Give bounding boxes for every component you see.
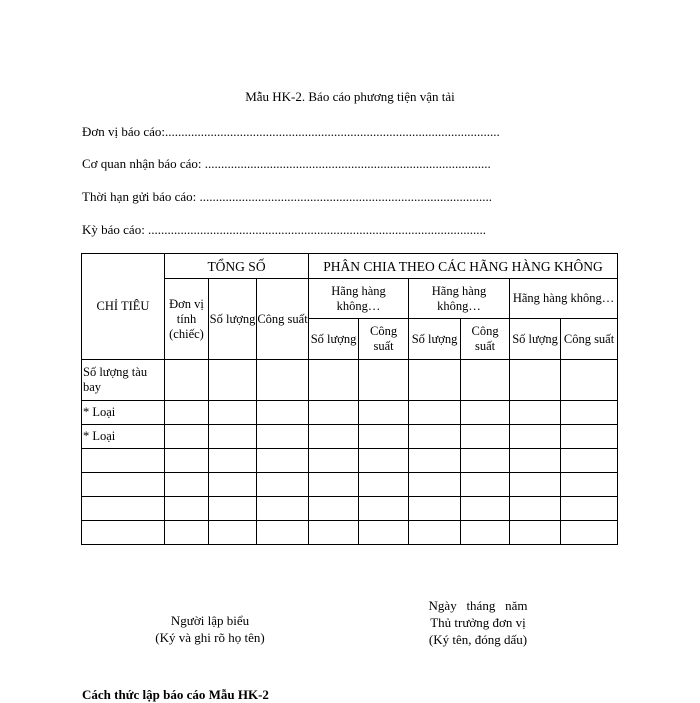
date-line: Ngày tháng năm: [428, 598, 528, 613]
table-row: [82, 497, 618, 521]
signature-preparer: [130, 612, 290, 646]
header-airline-3: Hãng hàng không…: [510, 279, 618, 319]
transport-report-table: [81, 253, 618, 545]
header-so-luong: Số lượng: [209, 279, 257, 360]
row-label: Số lượng tàu bay: [82, 360, 165, 401]
header-cong-suat: Công suất: [257, 279, 309, 360]
field-reporting-period: Kỳ báo cáo: ........................................................................................................: [82, 222, 487, 237]
table-row: [82, 521, 618, 545]
field-deadline: Thời hạn gửi báo cáo: ..........................................................................................: [82, 189, 493, 204]
field-reporting-unit: Đơn vị báo cáo:.......................................................................................................: [82, 124, 500, 139]
table-row: [82, 360, 618, 401]
row-label: * Loại: [82, 401, 165, 425]
header-airline-1-cong-suat: Công suất: [359, 319, 409, 360]
table-row: [82, 425, 618, 449]
row-label: [82, 473, 165, 497]
table-row: [82, 449, 618, 473]
header-airline-2: Hãng hàng không…: [409, 279, 510, 319]
head-title: Thủ trưởng đơn vị: [430, 615, 526, 630]
header-airline-1-so-luong: Số lượng: [309, 319, 359, 360]
row-label: [82, 497, 165, 521]
row-label: [82, 449, 165, 473]
header-airline-2-cong-suat: Công suất: [461, 319, 510, 360]
field-receiving-agency: Cơ quan nhận báo cáo: ........................................................................................: [82, 156, 491, 171]
preparer-title: Người lập biểu: [170, 613, 250, 628]
header-don-vi-tinh: Đơn vị tính (chiếc): [165, 279, 209, 360]
instructions-heading: Cách thức lập báo cáo Mẫu HK-2: [82, 687, 269, 702]
header-chi-tieu: CHỈ TIÊU: [82, 254, 165, 360]
header-airline-3-so-luong: Số lượng: [510, 319, 561, 360]
form-title: Mẫu HK-2. Báo cáo phương tiện vận tải: [245, 89, 455, 104]
header-airline-1: Hãng hàng không…: [309, 279, 409, 319]
header-airline-3-cong-suat: Công suất: [561, 319, 618, 360]
row-label: * Loại: [82, 425, 165, 449]
table-row: [82, 401, 618, 425]
header-phan-chia: PHÂN CHIA THEO CÁC HÃNG HÀNG KHÔNG: [309, 254, 618, 279]
preparer-note: (Ký và ghi rõ họ tên): [155, 630, 265, 645]
signature-head: [398, 597, 558, 648]
header-airline-2-so-luong: Số lượng: [409, 319, 461, 360]
head-note: (Ký tên, đóng dấu): [428, 632, 528, 647]
row-label: [82, 521, 165, 545]
header-tong-so: TỔNG SỐ: [165, 254, 309, 279]
table-row: [82, 473, 618, 497]
